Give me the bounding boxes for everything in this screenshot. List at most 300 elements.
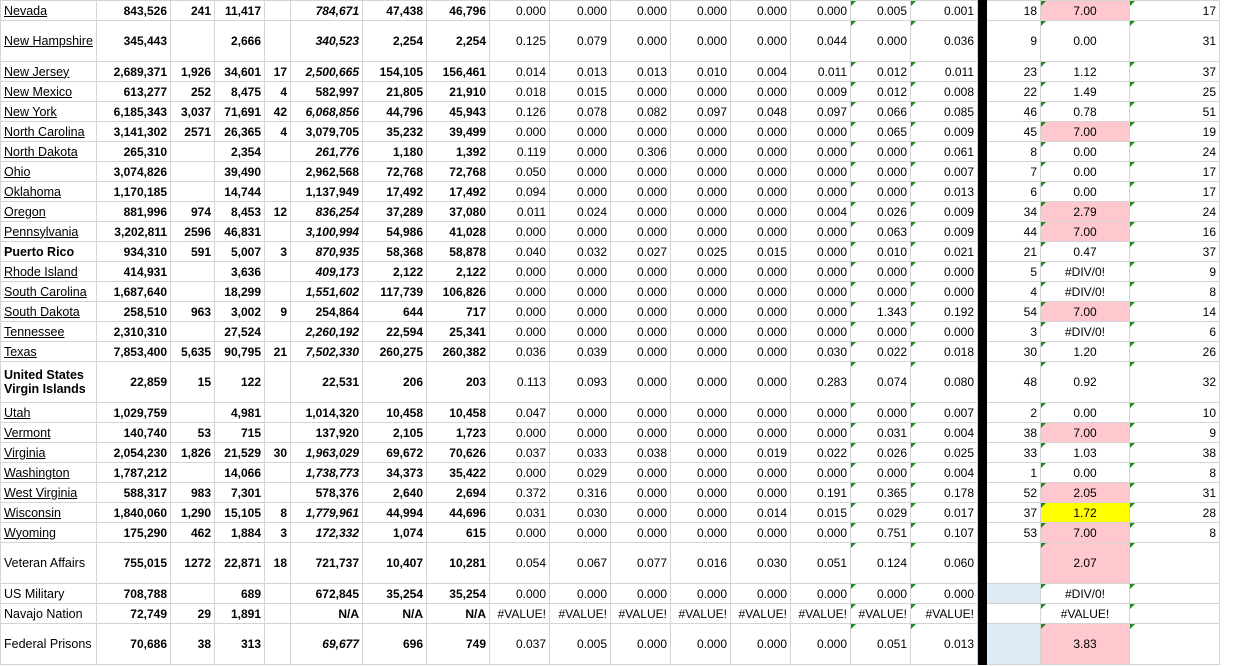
data-cell[interactable]: 409,173 [291,262,363,282]
rank-cell[interactable]: 7 [987,162,1041,182]
data-cell[interactable]: 11,417 [215,1,265,21]
data-cell[interactable]: 21,805 [363,82,427,102]
ratio-cell[interactable]: 0.372 [490,483,550,503]
data-cell[interactable]: 10,458 [363,403,427,423]
ratio-cell[interactable]: 0.000 [490,1,550,21]
ratio-cell[interactable]: 0.016 [671,543,731,584]
ratio-cell[interactable]: 0.000 [611,1,671,21]
data-cell[interactable]: 715 [215,423,265,443]
data-cell[interactable]: 1,738,773 [291,463,363,483]
data-cell[interactable]: 21 [265,342,291,362]
ratio-cell[interactable]: 0.044 [791,21,851,62]
data-cell[interactable]: 44,696 [427,503,490,523]
ratio-cell[interactable]: 0.000 [671,182,731,202]
data-cell[interactable] [265,423,291,443]
ratio-cell[interactable]: 0.000 [671,262,731,282]
data-cell[interactable]: 90,795 [215,342,265,362]
data-cell[interactable] [171,463,215,483]
data-cell[interactable]: 7,502,330 [291,342,363,362]
ratio-cell[interactable]: 0.047 [490,403,550,423]
data-cell[interactable] [265,584,291,604]
score-cell[interactable]: 0.00 [1041,463,1130,483]
ratio-cell[interactable]: 0.000 [671,202,731,222]
row-name-cell[interactable]: US Military [1,584,97,604]
ratio-cell[interactable]: 0.000 [611,222,671,242]
data-cell[interactable]: 2,500,665 [291,62,363,82]
row-name-cell[interactable]: New Hampshire [1,21,97,62]
data-cell[interactable]: 22,594 [363,322,427,342]
score-cell[interactable]: 7.00 [1041,1,1130,21]
ratio-cell[interactable]: 0.000 [731,1,791,21]
ratio-cell[interactable]: 0.000 [791,302,851,322]
data-cell[interactable]: 27,524 [215,322,265,342]
data-cell[interactable]: 1,137,949 [291,182,363,202]
data-cell[interactable]: 1,884 [215,523,265,543]
data-cell[interactable]: N/A [291,604,363,624]
rank-cell[interactable]: 34 [987,202,1041,222]
ratio-cell[interactable]: 0.040 [490,242,550,262]
data-cell[interactable]: 15 [171,362,215,403]
population-cell[interactable]: 1,787,212 [97,463,171,483]
score-cell[interactable]: 3.83 [1041,624,1130,665]
count-cell[interactable]: 8 [1130,463,1220,483]
data-cell[interactable]: 22,531 [291,362,363,403]
data-cell[interactable]: 5,635 [171,342,215,362]
data-cell[interactable] [265,1,291,21]
score-cell[interactable]: 0.00 [1041,403,1130,423]
data-cell[interactable]: 10,458 [427,403,490,423]
ratio-cell[interactable]: 0.000 [791,624,851,665]
ratio-cell[interactable]: 0.000 [731,142,791,162]
ratio-cell[interactable]: 0.000 [731,21,791,62]
ratio-cell[interactable]: 0.000 [851,142,911,162]
data-cell[interactable]: 983 [171,483,215,503]
ratio-cell[interactable]: 0.013 [611,62,671,82]
data-cell[interactable]: 25,341 [427,322,490,342]
ratio-cell[interactable]: #VALUE! [550,604,611,624]
ratio-cell[interactable]: 0.000 [731,624,791,665]
ratio-cell[interactable]: 0.000 [611,423,671,443]
population-cell[interactable]: 1,840,060 [97,503,171,523]
score-cell[interactable]: 0.78 [1041,102,1130,122]
population-cell[interactable]: 70,686 [97,624,171,665]
score-cell[interactable]: 7.00 [1041,222,1130,242]
ratio-cell[interactable]: 0.026 [851,443,911,463]
data-cell[interactable] [265,322,291,342]
ratio-cell[interactable]: 0.000 [851,262,911,282]
count-cell[interactable]: 9 [1130,423,1220,443]
ratio-cell[interactable]: 0.000 [550,403,611,423]
ratio-cell[interactable]: 0.093 [550,362,611,403]
ratio-cell[interactable]: 0.000 [791,463,851,483]
ratio-cell[interactable]: 0.014 [490,62,550,82]
data-cell[interactable]: 39,499 [427,122,490,142]
ratio-cell[interactable]: 0.001 [911,1,978,21]
ratio-cell[interactable]: 0.751 [851,523,911,543]
ratio-cell[interactable]: 0.000 [550,584,611,604]
rank-cell[interactable] [987,584,1041,604]
data-cell[interactable]: 29 [171,604,215,624]
ratio-cell[interactable]: 0.000 [671,362,731,403]
ratio-cell[interactable]: 0.124 [851,543,911,584]
data-cell[interactable]: 717 [427,302,490,322]
ratio-cell[interactable]: 0.000 [550,222,611,242]
ratio-cell[interactable]: 0.004 [791,202,851,222]
data-cell[interactable]: 2,254 [427,21,490,62]
ratio-cell[interactable]: 0.000 [550,282,611,302]
ratio-cell[interactable]: 0.030 [791,342,851,362]
data-cell[interactable]: 1,723 [427,423,490,443]
count-cell[interactable]: 14 [1130,302,1220,322]
ratio-cell[interactable]: 0.036 [490,342,550,362]
ratio-cell[interactable]: 0.024 [550,202,611,222]
population-cell[interactable]: 22,859 [97,362,171,403]
ratio-cell[interactable]: 0.113 [490,362,550,403]
rank-cell[interactable] [987,543,1041,584]
data-cell[interactable]: 4 [265,82,291,102]
data-cell[interactable]: 35,254 [427,584,490,604]
ratio-cell[interactable]: 0.026 [851,202,911,222]
row-name-cell[interactable]: Vermont [1,423,97,443]
ratio-cell[interactable]: 0.000 [851,21,911,62]
ratio-cell[interactable]: #VALUE! [490,604,550,624]
ratio-cell[interactable]: 0.000 [611,624,671,665]
ratio-cell[interactable]: 0.000 [791,403,851,423]
data-cell[interactable]: 35,422 [427,463,490,483]
data-cell[interactable]: 2,122 [427,262,490,282]
score-cell[interactable]: 1.49 [1041,82,1130,102]
ratio-cell[interactable]: 0.013 [550,62,611,82]
ratio-cell[interactable]: 0.000 [851,322,911,342]
ratio-cell[interactable]: 0.000 [911,282,978,302]
data-cell[interactable]: 836,254 [291,202,363,222]
ratio-cell[interactable]: #VALUE! [791,604,851,624]
ratio-cell[interactable]: 0.000 [731,222,791,242]
population-cell[interactable]: 613,277 [97,82,171,102]
ratio-cell[interactable]: 0.000 [851,403,911,423]
count-cell[interactable]: 32 [1130,362,1220,403]
population-cell[interactable]: 2,310,310 [97,322,171,342]
count-cell[interactable]: 8 [1130,282,1220,302]
ratio-cell[interactable]: 0.000 [611,584,671,604]
ratio-cell[interactable]: 0.000 [791,282,851,302]
data-cell[interactable]: 172,332 [291,523,363,543]
ratio-cell[interactable]: 0.365 [851,483,911,503]
population-cell[interactable]: 2,689,371 [97,62,171,82]
data-cell[interactable]: 26,365 [215,122,265,142]
ratio-cell[interactable]: 0.009 [911,122,978,142]
data-cell[interactable]: 2,694 [427,483,490,503]
score-cell[interactable]: #DIV/0! [1041,262,1130,282]
ratio-cell[interactable]: 0.000 [490,322,550,342]
row-name-cell[interactable]: New Jersey [1,62,97,82]
data-cell[interactable]: 260,275 [363,342,427,362]
population-cell[interactable]: 414,931 [97,262,171,282]
ratio-cell[interactable]: 0.015 [791,503,851,523]
data-cell[interactable]: 2,962,568 [291,162,363,182]
score-cell[interactable]: 0.00 [1041,142,1130,162]
count-cell[interactable]: 31 [1130,483,1220,503]
count-cell[interactable]: 24 [1130,142,1220,162]
data-cell[interactable] [265,162,291,182]
ratio-cell[interactable]: 0.029 [550,463,611,483]
row-name-cell[interactable]: South Dakota [1,302,97,322]
data-cell[interactable]: 14,066 [215,463,265,483]
ratio-cell[interactable]: #VALUE! [611,604,671,624]
row-name-cell[interactable]: West Virginia [1,483,97,503]
data-cell[interactable]: 41,028 [427,222,490,242]
data-cell[interactable]: N/A [427,604,490,624]
population-cell[interactable]: 140,740 [97,423,171,443]
rank-cell[interactable] [987,624,1041,665]
row-name-cell[interactable]: Utah [1,403,97,423]
ratio-cell[interactable]: 0.000 [671,122,731,142]
ratio-cell[interactable]: 0.000 [851,182,911,202]
data-cell[interactable]: 1,779,961 [291,503,363,523]
score-cell[interactable]: 0.47 [1041,242,1130,262]
data-cell[interactable]: 3 [265,242,291,262]
ratio-cell[interactable]: 0.011 [490,202,550,222]
count-cell[interactable]: 31 [1130,21,1220,62]
ratio-cell[interactable]: 0.000 [671,282,731,302]
ratio-cell[interactable]: 0.000 [731,483,791,503]
ratio-cell[interactable]: 0.000 [791,162,851,182]
data-cell[interactable]: 21,910 [427,82,490,102]
ratio-cell[interactable]: 0.000 [490,222,550,242]
population-cell[interactable]: 843,526 [97,1,171,21]
ratio-cell[interactable]: 0.094 [490,182,550,202]
data-cell[interactable]: 37,080 [427,202,490,222]
population-cell[interactable]: 345,443 [97,21,171,62]
ratio-cell[interactable]: 0.000 [490,523,550,543]
count-cell[interactable]: 28 [1130,503,1220,523]
row-name-cell[interactable]: Nevada [1,1,97,21]
row-name-cell[interactable]: Virginia [1,443,97,463]
population-cell[interactable]: 588,317 [97,483,171,503]
ratio-cell[interactable]: 0.000 [611,362,671,403]
data-cell[interactable]: 1,826 [171,443,215,463]
population-cell[interactable]: 175,290 [97,523,171,543]
ratio-cell[interactable]: #VALUE! [851,604,911,624]
ratio-cell[interactable]: 0.000 [671,423,731,443]
data-cell[interactable]: 696 [363,624,427,665]
rank-cell[interactable]: 1 [987,463,1041,483]
data-cell[interactable]: 18 [265,543,291,584]
ratio-cell[interactable]: 0.000 [611,342,671,362]
ratio-cell[interactable]: 0.000 [611,483,671,503]
ratio-cell[interactable]: 0.051 [851,624,911,665]
ratio-cell[interactable]: 0.027 [611,242,671,262]
data-cell[interactable]: 34,373 [363,463,427,483]
data-cell[interactable]: 69,672 [363,443,427,463]
ratio-cell[interactable]: 0.097 [671,102,731,122]
data-cell[interactable]: 615 [427,523,490,543]
data-cell[interactable]: 44,994 [363,503,427,523]
ratio-cell[interactable]: 0.000 [671,302,731,322]
ratio-cell[interactable]: 0.000 [671,21,731,62]
ratio-cell[interactable]: 0.050 [490,162,550,182]
score-cell[interactable]: 0.00 [1041,182,1130,202]
ratio-cell[interactable]: 0.316 [550,483,611,503]
data-cell[interactable]: 1272 [171,543,215,584]
ratio-cell[interactable]: 0.000 [490,423,550,443]
ratio-cell[interactable]: 0.000 [671,463,731,483]
ratio-cell[interactable]: 0.018 [490,82,550,102]
data-cell[interactable]: 47,438 [363,1,427,21]
ratio-cell[interactable]: 0.082 [611,102,671,122]
ratio-cell[interactable]: 0.005 [550,624,611,665]
ratio-cell[interactable]: 0.079 [550,21,611,62]
data-cell[interactable]: 35,254 [363,584,427,604]
ratio-cell[interactable]: 0.178 [911,483,978,503]
row-name-cell[interactable]: Federal Prisons [1,624,97,665]
population-cell[interactable]: 72,749 [97,604,171,624]
row-name-cell[interactable]: Navajo Nation [1,604,97,624]
data-cell[interactable]: 672,845 [291,584,363,604]
ratio-cell[interactable]: 0.000 [791,1,851,21]
data-cell[interactable]: 252 [171,82,215,102]
ratio-cell[interactable]: 0.119 [490,142,550,162]
population-cell[interactable]: 1,687,640 [97,282,171,302]
ratio-cell[interactable]: 0.000 [611,302,671,322]
ratio-cell[interactable]: 0.000 [731,362,791,403]
score-cell[interactable]: 0.92 [1041,362,1130,403]
rank-cell[interactable]: 18 [987,1,1041,21]
count-cell[interactable] [1130,584,1220,604]
row-name-cell[interactable]: Tennessee [1,322,97,342]
ratio-cell[interactable]: 0.018 [911,342,978,362]
row-name-cell[interactable]: Pennsylvania [1,222,97,242]
score-cell[interactable]: #VALUE! [1041,604,1130,624]
ratio-cell[interactable]: 0.000 [731,282,791,302]
data-cell[interactable]: 5,007 [215,242,265,262]
ratio-cell[interactable]: 0.000 [671,162,731,182]
ratio-cell[interactable]: 0.000 [611,322,671,342]
rank-cell[interactable]: 9 [987,21,1041,62]
row-name-cell[interactable]: Oklahoma [1,182,97,202]
rank-cell[interactable]: 38 [987,423,1041,443]
ratio-cell[interactable]: 0.306 [611,142,671,162]
population-cell[interactable]: 1,170,185 [97,182,171,202]
ratio-cell[interactable]: 0.000 [490,262,550,282]
data-cell[interactable]: 963 [171,302,215,322]
data-cell[interactable]: 8,475 [215,82,265,102]
data-cell[interactable] [171,162,215,182]
data-cell[interactable]: 106,826 [427,282,490,302]
population-cell[interactable]: 2,054,230 [97,443,171,463]
count-cell[interactable]: 19 [1130,122,1220,142]
data-cell[interactable]: 46,796 [427,1,490,21]
data-cell[interactable] [265,182,291,202]
rank-cell[interactable] [987,604,1041,624]
data-cell[interactable]: 3,079,705 [291,122,363,142]
ratio-cell[interactable]: 0.021 [911,242,978,262]
ratio-cell[interactable]: 0.000 [791,122,851,142]
ratio-cell[interactable]: 0.080 [911,362,978,403]
row-name-cell[interactable]: Veteran Affairs [1,543,97,584]
data-cell[interactable]: 1,551,602 [291,282,363,302]
count-cell[interactable]: 16 [1130,222,1220,242]
ratio-cell[interactable]: 0.013 [911,182,978,202]
rank-cell[interactable]: 53 [987,523,1041,543]
rank-cell[interactable]: 33 [987,443,1041,463]
ratio-cell[interactable]: 0.000 [611,82,671,102]
score-cell[interactable]: #DIV/0! [1041,322,1130,342]
population-cell[interactable]: 265,310 [97,142,171,162]
rank-cell[interactable]: 5 [987,262,1041,282]
population-cell[interactable]: 3,202,811 [97,222,171,242]
ratio-cell[interactable]: 0.000 [490,282,550,302]
rank-cell[interactable]: 23 [987,62,1041,82]
ratio-cell[interactable]: 0.000 [490,584,550,604]
ratio-cell[interactable]: 0.009 [791,82,851,102]
ratio-cell[interactable]: 0.060 [911,543,978,584]
ratio-cell[interactable]: 0.191 [791,483,851,503]
score-cell[interactable]: 0.00 [1041,21,1130,62]
count-cell[interactable]: 26 [1130,342,1220,362]
count-cell[interactable]: 10 [1130,403,1220,423]
ratio-cell[interactable]: 0.000 [791,523,851,543]
score-cell[interactable]: 1.03 [1041,443,1130,463]
ratio-cell[interactable]: 0.048 [731,102,791,122]
ratio-cell[interactable]: 0.014 [731,503,791,523]
data-cell[interactable]: 17,492 [427,182,490,202]
ratio-cell[interactable]: 0.022 [791,443,851,463]
ratio-cell[interactable]: 0.107 [911,523,978,543]
population-cell[interactable]: 258,510 [97,302,171,322]
ratio-cell[interactable]: 0.004 [731,62,791,82]
data-cell[interactable]: 58,878 [427,242,490,262]
data-cell[interactable]: 206 [363,362,427,403]
data-cell[interactable] [265,362,291,403]
ratio-cell[interactable]: 0.000 [490,122,550,142]
ratio-cell[interactable]: 0.000 [671,322,731,342]
count-cell[interactable]: 37 [1130,242,1220,262]
ratio-cell[interactable]: 0.033 [550,443,611,463]
data-cell[interactable]: 2,354 [215,142,265,162]
data-cell[interactable]: 2596 [171,222,215,242]
ratio-cell[interactable]: 0.022 [851,342,911,362]
ratio-cell[interactable]: 0.054 [490,543,550,584]
ratio-cell[interactable]: 0.031 [851,423,911,443]
data-cell[interactable]: 72,768 [427,162,490,182]
ratio-cell[interactable]: 0.007 [911,162,978,182]
ratio-cell[interactable]: 0.067 [550,543,611,584]
data-cell[interactable]: 870,935 [291,242,363,262]
data-cell[interactable] [171,142,215,162]
data-cell[interactable]: 644 [363,302,427,322]
data-cell[interactable] [265,21,291,62]
count-cell[interactable]: 8 [1130,523,1220,543]
ratio-cell[interactable]: 0.074 [851,362,911,403]
data-cell[interactable]: 10,281 [427,543,490,584]
ratio-cell[interactable]: 0.000 [731,182,791,202]
data-cell[interactable]: 37,289 [363,202,427,222]
row-name-cell[interactable]: New York [1,102,97,122]
ratio-cell[interactable]: 0.009 [911,222,978,242]
data-cell[interactable]: 42 [265,102,291,122]
ratio-cell[interactable]: 1.343 [851,302,911,322]
ratio-cell[interactable]: 0.000 [550,162,611,182]
data-cell[interactable]: 22,871 [215,543,265,584]
ratio-cell[interactable]: 0.000 [911,262,978,282]
score-cell[interactable]: 2.79 [1041,202,1130,222]
ratio-cell[interactable]: 0.000 [671,624,731,665]
data-cell[interactable]: 2,640 [363,483,427,503]
data-cell[interactable]: 254,864 [291,302,363,322]
row-name-cell[interactable]: Oregon [1,202,97,222]
ratio-cell[interactable]: 0.030 [731,543,791,584]
